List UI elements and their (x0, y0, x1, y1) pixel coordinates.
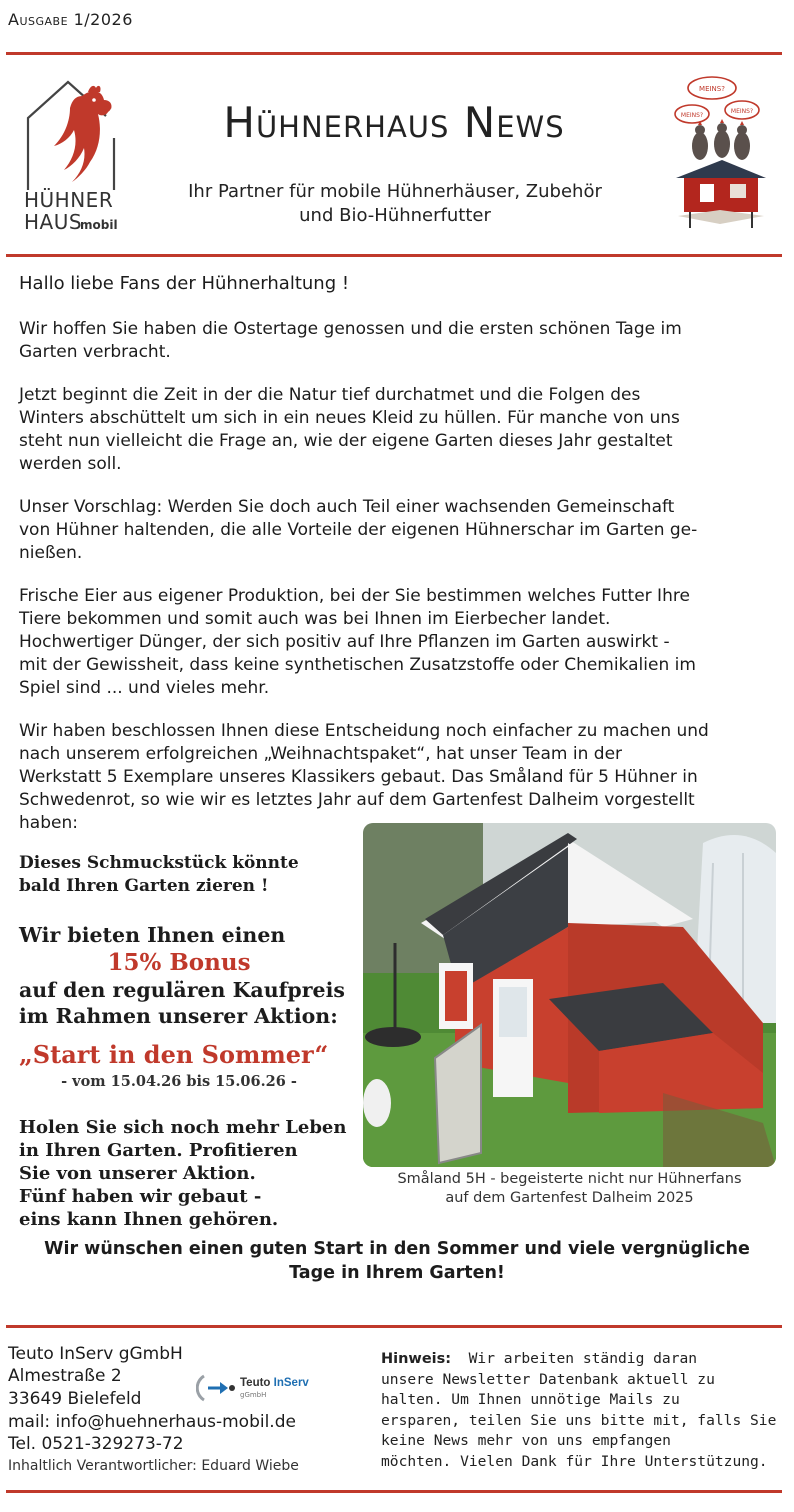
newsletter-tagline (135, 180, 655, 228)
newsletter-title: Hühnerhaus News (223, 98, 565, 147)
paragraph-line: Wir haben beschlossen Ihnen diese Entscheidung noch einfacher zu machen und (19, 721, 709, 741)
notice-line: Wir arbeiten ständig daran (468, 1350, 698, 1367)
company-name: Teuto InServ gGmbH (8, 1344, 183, 1364)
cartoon-chickens-house-illustration (670, 74, 772, 236)
notice-line: möchten. Vielen Dank für Ihre Unterstützung. (381, 1452, 768, 1470)
paragraph-line: mit der Gewissheit, dass keine synthetischen Zusatzstoffe oder Chemikalien im (19, 655, 696, 675)
bubble-text-2: MEINS? (680, 112, 704, 119)
smaland-coop-photo (363, 823, 776, 1167)
bubble-text-3: MEINS? (730, 108, 754, 115)
closing-wish (10, 1237, 784, 1285)
company-phone: Tel. 0521-329273-72 (8, 1434, 184, 1454)
paragraph-line: Unser Vorschlag: Werden Sie doch auch Teil einer wachsenden Gemeinschaft (19, 497, 675, 517)
notice-line: keine News mehr von uns empfangen (381, 1432, 671, 1449)
notice-line: unsere Newsletter Datenbank aktuell zu (381, 1370, 715, 1388)
promo-closing-line: Holen Sie sich noch mehr Leben (19, 1117, 347, 1138)
tagline-line1: Ihr Partner für mobile Hühnerhäuser, Zubehör (188, 181, 602, 202)
bubble-text-1: MEINS? (699, 85, 725, 93)
paragraph-line: haben: (19, 813, 78, 833)
promo-closing-line: eins kann Ihnen gehören. (19, 1209, 279, 1230)
logo-text-line2: HAUS (24, 210, 83, 234)
paragraph-5 (19, 720, 781, 835)
bonus-highlight: 15% Bonus (107, 949, 251, 976)
caption-line: Småland 5H - begeisterte nicht nur Hühnerfans (397, 1171, 742, 1187)
promo-lead (19, 852, 299, 898)
campaign-name: „Start in den Sommer“ (19, 1040, 329, 1069)
paragraph-line: Garten verbracht. (19, 342, 171, 362)
partner-logo-text-b: InServ (273, 1377, 309, 1389)
paragraph-line: steht nun vielleicht die Frage an, wie der eigene Garten dieses Jahr gestaltet (19, 431, 673, 451)
promo-closing-line: in Ihren Garten. Profitieren (19, 1140, 298, 1161)
company-street: Almestraße 2 (8, 1366, 122, 1386)
logo-text-line1: HÜHNER (24, 188, 114, 212)
paragraph-line: Wir hoffen Sie haben die Ostertage genossen und die ersten schönen Tage im (19, 319, 682, 339)
notice-line: ersparen, teilen Sie uns bitte mit, falls Sie (381, 1411, 777, 1429)
promo-closing-line: Sie von unserer Aktion. (19, 1163, 256, 1184)
company-city: 33649 Bielefeld (8, 1389, 142, 1409)
greeting: Hallo liebe Fans der Hühnerhaltung ! (19, 273, 350, 294)
chicken-house-cartoon (670, 74, 772, 236)
paragraph-line: Tiere bekommen und somit auch was bei Ihnen im Eierbecher landet. (19, 609, 611, 629)
paragraph-line: nach unserem erfolgreichen „Weihnachtspaket“, hat unser Team in der (19, 744, 623, 764)
paragraph-line: Werkstatt 5 Exemplare unseres Klassikers gebaut. Das Småland für 5 Hühner in (19, 767, 698, 787)
notice-line: halten. Um Ihnen unnötige Mails zu (381, 1391, 680, 1408)
paragraph-1 (19, 318, 781, 364)
paragraph-line: Winters abschüttelt um sich in ein neues Kleid zu hüllen. Für manche von uns (19, 408, 680, 428)
tagline-line2: und Bio-Hühnerfutter (299, 205, 491, 226)
paragraph-line: Hochwertiger Dünger, der sich positiv auf Ihre Pflanzen im Garten auswirkt - (19, 632, 670, 652)
footer-top-rule (6, 1325, 782, 1328)
paragraph-line: von Hühner haltenden, die alle Vorteile der eigenen Hühnerschar im Garten ge- (19, 520, 698, 540)
smaland-coop-image (363, 823, 776, 1167)
promo-lead-line: Dieses Schmuckstück könnte (19, 853, 299, 873)
logo-text-suffix: mobil (80, 218, 118, 232)
partner-logo-text-a: Teuto (240, 1377, 271, 1389)
paragraph-4 (19, 585, 781, 700)
responsible-person: Inhaltlich Verantwortlicher: Eduard Wiebe (8, 1458, 299, 1474)
wish-line: Tage in Ihrem Garten! (289, 1263, 505, 1283)
paragraph-line: nießen. (19, 543, 83, 563)
issue-number: Ausgabe 1/2026 (8, 10, 133, 29)
huehnerhaus-mobil-logo (22, 78, 126, 240)
partner-logo-text (240, 1377, 309, 1389)
photo-caption (363, 1170, 776, 1208)
partner-logo-sub: gGmbH (240, 1391, 267, 1399)
teuto-inserv-logo (196, 1372, 346, 1404)
offer-line1: Wir bieten Ihnen einen (19, 923, 286, 947)
paragraph-line: Frische Eier aus eigener Produktion, bei der Sie bestimmen welches Futter Ihre (19, 586, 690, 606)
company-email[interactable]: mail: info@huehnerhaus-mobil.de (8, 1412, 296, 1432)
offer-line3: im Rahmen unserer Aktion: (19, 1004, 338, 1028)
header-bottom-rule (6, 254, 782, 257)
paragraph-line: Spiel sind ... und vieles mehr. (19, 678, 270, 698)
offer-line2: auf den regulären Kaufpreis (19, 978, 345, 1002)
caption-line: auf dem Gartenfest Dalheim 2025 (445, 1190, 694, 1206)
paragraph-line: Jetzt beginnt die Zeit in der die Natur tief durchatmet und die Folgen des (19, 385, 641, 405)
promo-lead-line: bald Ihren Garten zieren ! (19, 876, 269, 896)
unsubscribe-notice (381, 1349, 785, 1472)
campaign-dates: - vom 15.04.26 bis 15.06.26 - (61, 1073, 297, 1090)
promo-closing-line: Fünf haben wir gebaut - (19, 1186, 262, 1207)
footer-bottom-rule (6, 1490, 782, 1493)
paragraph-line: werden soll. (19, 454, 122, 474)
header-top-rule (6, 52, 782, 55)
paragraph-2 (19, 384, 781, 476)
paragraph-3 (19, 496, 781, 565)
arrow-logo-icon (196, 1372, 236, 1404)
paragraph-line: Schwedenrot, so wie wir es letztes Jahr auf dem Gartenfest Dalheim vorgestellt (19, 790, 695, 810)
notice-label: Hinweis: (381, 1351, 452, 1367)
promo-closing (19, 1116, 346, 1231)
wish-line: Wir wünschen einen guten Start in den Sommer und viele vergnügliche (44, 1239, 750, 1259)
